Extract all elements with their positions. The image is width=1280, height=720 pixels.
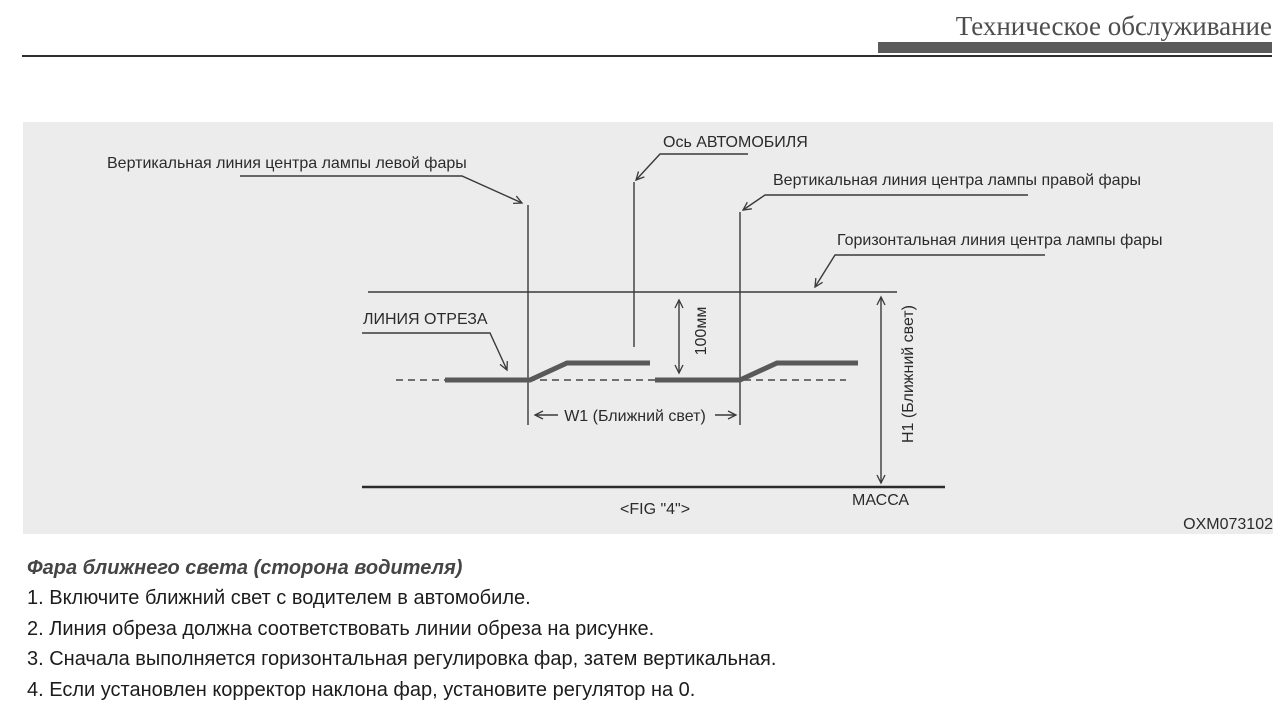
vehicle-axis-label: Ось АВТОМОБИЛЯ	[663, 134, 808, 151]
dimension-100mm-label: 100мм	[693, 306, 710, 356]
figure-code: OXM073102	[1183, 516, 1273, 533]
right-lamp-vertical-label: Вертикальная линия центра лампы правой фары	[773, 172, 1141, 189]
left-lamp-label-leader	[240, 176, 522, 203]
dimension-h1-label: H1 (Ближний свет)	[900, 304, 917, 444]
vehicle-axis-label-leader	[636, 154, 748, 180]
instruction-step-1: 1. Включите ближний свет с водителем в автомобиле.	[27, 587, 531, 609]
instruction-step-4: 4. Если установлен корректор наклона фар, установите регулятор на 0.	[27, 678, 696, 701]
cutoff-label-leader	[362, 333, 507, 370]
horizontal-label-leader	[815, 255, 1045, 287]
headlight-aiming-diagram	[23, 122, 1273, 534]
right-lamp-label-leader	[743, 195, 1028, 210]
left-beam-cutoff	[445, 363, 650, 380]
header-rule	[22, 55, 1272, 57]
ground-label: МАССА	[852, 492, 910, 509]
figure-caption: <FIG "4">	[620, 501, 691, 518]
cutoff-line-label: ЛИНИЯ ОТРЕЗА	[363, 311, 488, 328]
instructions-heading: Фара ближнего света (сторона водителя)	[27, 557, 463, 579]
instruction-step-2: 2. Линия обреза должна соответствовать линии обреза на рисунке.	[27, 617, 655, 640]
instructions-section	[27, 553, 1257, 705]
headlight-aiming-figure	[23, 122, 1273, 534]
left-lamp-vertical-label: Вертикальная линия центра лампы левой фары	[107, 155, 467, 172]
dimension-w1-label: W1 (Ближний свет)	[564, 408, 706, 425]
right-beam-cutoff	[655, 363, 858, 380]
lamp-horizontal-label: Горизонтальная линия центра лампы фары	[837, 232, 1163, 249]
header-accent-bar	[878, 42, 1272, 53]
page-header-title: Техническое обслуживание	[955, 11, 1272, 41]
instruction-step-3: 3. Сначала выполняется горизонтальная регулировка фар, затем вертикальная.	[27, 648, 777, 670]
